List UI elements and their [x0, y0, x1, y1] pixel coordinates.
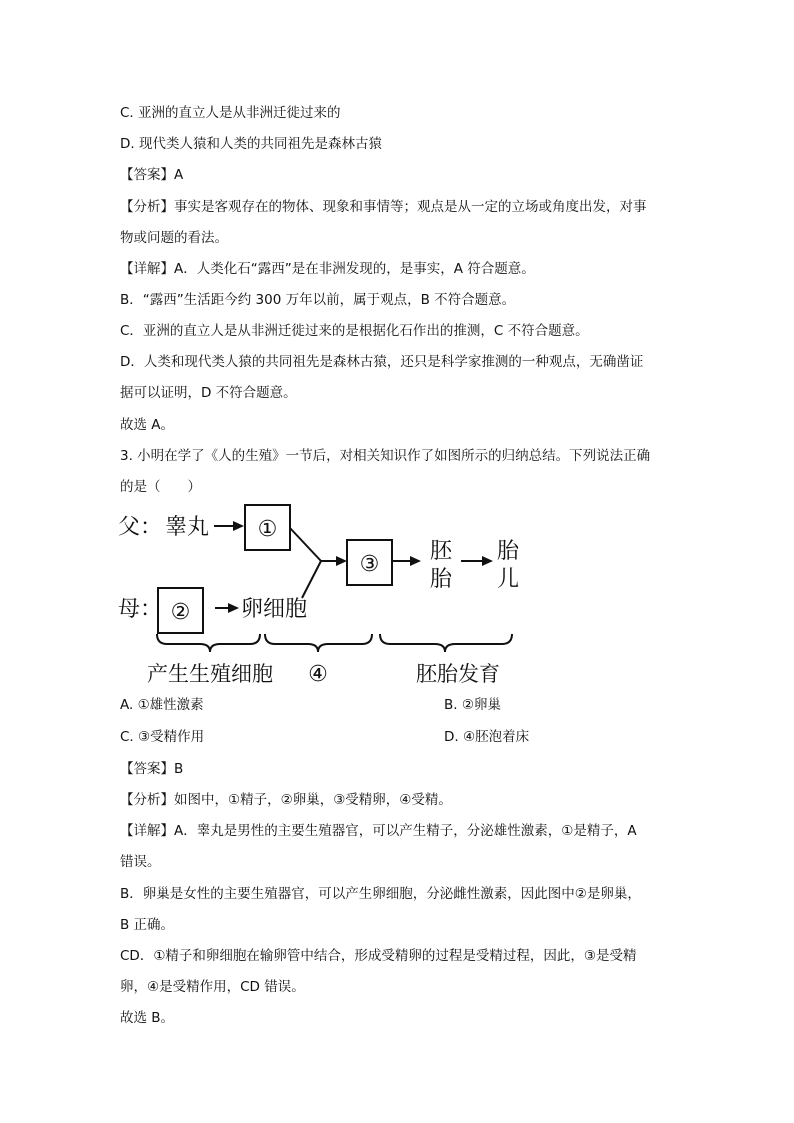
brace-stage-1	[157, 634, 260, 652]
box-2-label: ②	[170, 600, 191, 625]
q3-stem-line1: 3. 小明在学了《人的生殖》一节后，对相关知识作了如图所示的归纳总结。下列说法正确	[120, 448, 651, 464]
q3-option-c: C. ③受精作用	[120, 729, 205, 745]
q2-detail-a: 【详解】A．人类化石“露西”是在非洲发现的，是事实，A 符合题意。	[120, 261, 535, 277]
q3-detail-cd1: CD．①精子和卵细胞在输卵管中结合，形成受精卵的过程是受精过程，因此，③是受精	[120, 948, 637, 964]
q3-detail-a1: 【详解】A．睾丸是男性的主要生殖器官，可以产生精子，分泌雄性激素，①是精子，A	[120, 823, 637, 839]
line-egg-to-junction	[302, 561, 321, 598]
q2-analysis-line1: 【分析】事实是客观存在的物体、现象和事情等；观点是从一定的立场或角度出发，对事	[120, 199, 647, 215]
q3-analysis: 【分析】如图中，①精子，②卵巢，③受精卵，④受精。	[120, 792, 452, 808]
arrowhead-box3	[410, 556, 421, 566]
q2-option-d: D. 现代类人猿和人类的共同祖先是森林古猿	[120, 136, 382, 152]
q2-analysis-line2: 物或问题的看法。	[120, 230, 228, 246]
reproduction-diagram	[115, 498, 535, 692]
q2-detail-c: C．亚洲的直立人是从非洲迁徙过来的是根据化石作出的推测，C 不符合题意。	[120, 323, 589, 339]
q3-detail-a2: 错误。	[120, 854, 161, 870]
fetus-label-2: 儿	[497, 567, 520, 592]
arrowhead-junction	[336, 556, 347, 566]
embryo-label-1: 胚	[430, 539, 453, 564]
arrowhead-embryo	[482, 556, 493, 566]
q2-detail-b: B．“露西”生活距今约 300 万年以前，属于观点，B 不符合题意。	[120, 292, 516, 308]
testis-label: 睾丸	[165, 515, 210, 540]
fetus-label-1: 胎	[497, 539, 520, 564]
q3-detail-cd2: 卵，④是受精作用，CD 错误。	[120, 979, 305, 995]
q2-conclusion: 故选 A。	[120, 417, 175, 433]
box-3-label: ③	[359, 552, 380, 577]
brace-stage-3	[380, 634, 512, 652]
stage-1-label: 产生生殖细胞	[147, 662, 273, 686]
box-1-label: ①	[257, 517, 278, 542]
stage-2-label: ④	[308, 662, 328, 687]
stage-3-label: 胚胎发育	[416, 662, 500, 686]
q3-option-b: B. ②卵巢	[444, 697, 501, 713]
q3-stem-line2: 的是（ ）	[120, 479, 201, 495]
arrowhead-box2	[228, 603, 239, 613]
arrowhead-testis	[233, 521, 244, 531]
egg-label: 卵细胞	[241, 597, 308, 622]
q3-detail-b2: B 正确。	[120, 917, 175, 933]
q3-detail-b1: B．卵巢是女性的主要生殖器官，可以产生卵细胞，分泌雌性激素，因此图中②是卵巢，	[120, 886, 641, 902]
father-label: 父：	[118, 515, 163, 540]
q3-option-a: A. ①雄性激素	[120, 697, 204, 713]
embryo-label-2: 胎	[430, 567, 453, 592]
q2-detail-d2: 据可以证明，D 不符合题意。	[120, 385, 297, 401]
mother-label: 母：	[118, 597, 163, 622]
q2-answer: 【答案】A	[120, 167, 184, 183]
line-box1-to-junction	[290, 528, 321, 561]
brace-stage-2	[265, 634, 372, 652]
q2-detail-d1: D．人类和现代类人猿的共同祖先是森林古猿，还只是科学家推测的一种观点，无确凿证	[120, 354, 644, 370]
q3-answer: 【答案】B	[120, 761, 184, 777]
q3-conclusion: 故选 B。	[120, 1010, 175, 1026]
q3-option-d: D. ④胚泡着床	[444, 729, 530, 745]
q2-option-c: C. 亚洲的直立人是从非洲迁徙过来的	[120, 105, 341, 121]
